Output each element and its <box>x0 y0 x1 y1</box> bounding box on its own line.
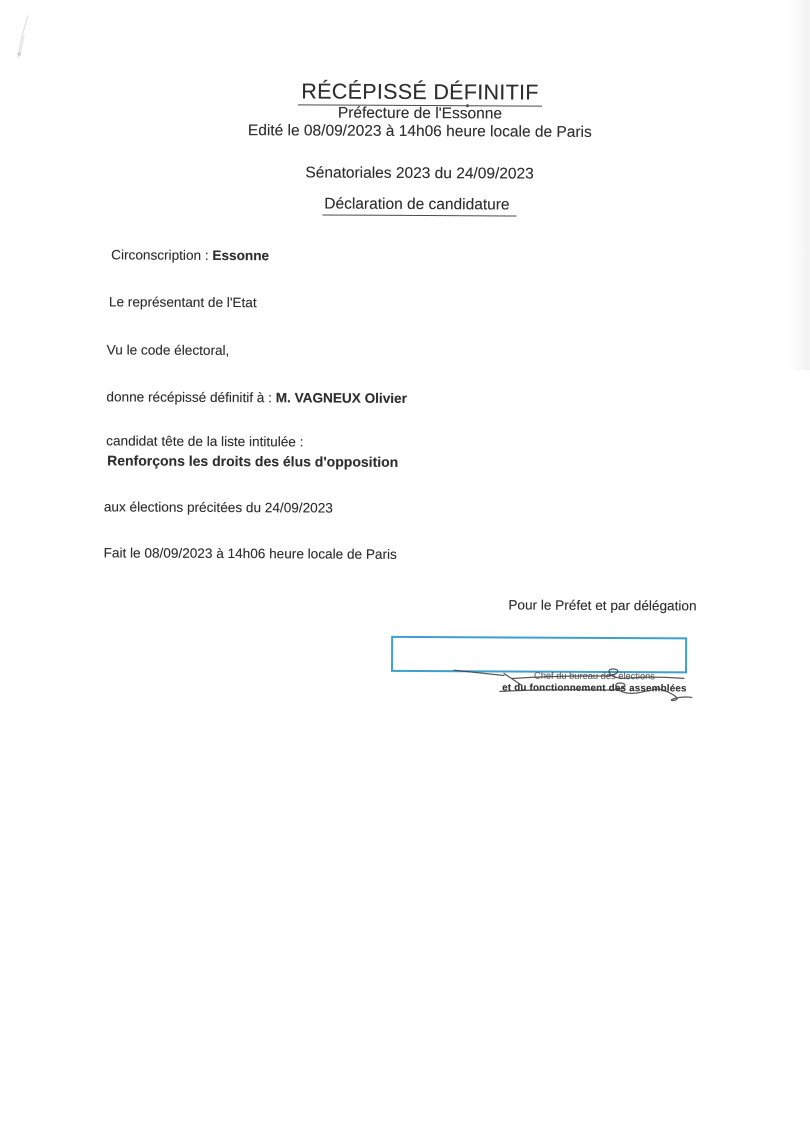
liste-intro-line: candidat tête de la liste intitulée : <box>106 433 304 450</box>
representant-line: Le représentant de l'Etat <box>108 294 257 311</box>
candidate-name: M. VAGNEUX Olivier <box>275 390 407 406</box>
circonscription-value: Essonne <box>212 247 270 264</box>
elections-date-line: aux élections précitées du 24/09/2023 <box>103 499 333 516</box>
signer-title <box>452 670 737 695</box>
signer-title-line2: et du fonctionnement des assemblées <box>502 682 687 695</box>
declaration-heading: Déclaration de candidature <box>0 194 810 216</box>
fait-le-line: Fait le 08/09/2023 à 14h06 heure locale de Paris <box>103 545 397 562</box>
code-electoral-line: Vu le code électoral, <box>106 342 230 359</box>
liste-name: Renforçons les droits des élus d'opposition <box>107 452 399 470</box>
election-heading: Sénatoriales 2023 du 24/09/2023 <box>305 164 534 183</box>
document-title: RÉCÉPISSÉ DÉFINITIF <box>0 78 810 107</box>
signature-redaction-box <box>391 636 687 674</box>
delegation-line: Pour le Préfet et par délégation <box>508 597 697 614</box>
circonscription-label: Circonscription : <box>111 247 213 263</box>
signer-title-line1: Chef du bureau des élections <box>533 670 655 682</box>
recepisse-line <box>106 389 407 406</box>
prefecture-line: Préfecture de l'Essonne <box>337 104 503 123</box>
edited-date-line: Edité le 08/09/2023 à 14h06 heure locale de Paris <box>247 122 592 141</box>
recepisse-label: donne récépissé définitif à : <box>106 389 276 406</box>
circonscription-line <box>111 247 269 263</box>
